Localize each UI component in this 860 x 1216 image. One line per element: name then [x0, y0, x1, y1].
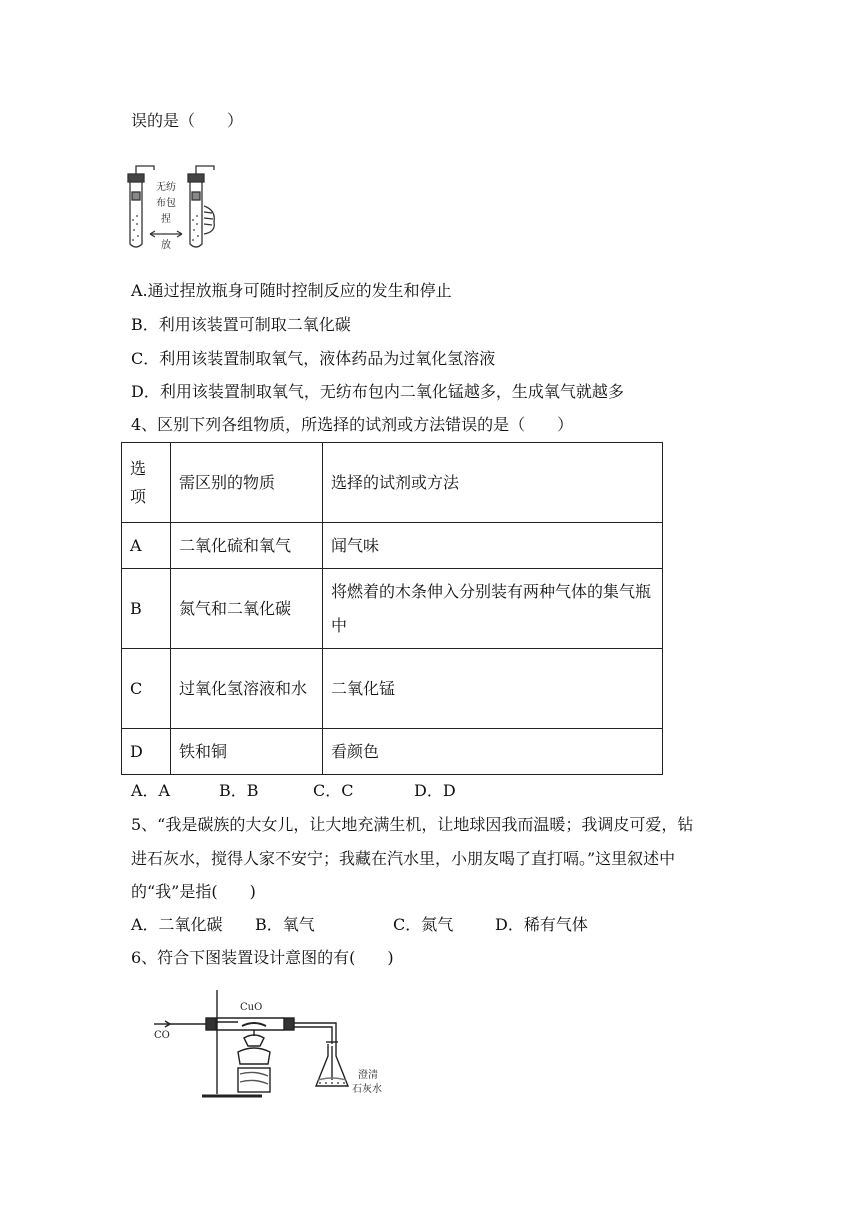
table-row: [122, 443, 663, 523]
table-row: [122, 569, 663, 649]
q4-option-b: B．B: [219, 781, 259, 800]
table-cell: B: [122, 569, 171, 649]
q4-option-d: D．D: [414, 781, 456, 800]
q4-option-a: A．A: [131, 781, 171, 800]
q3-fig-label-1: 无纺: [156, 182, 176, 193]
q5-option-c: C．氮气: [393, 915, 454, 934]
q3-option-a: A.通过捏放瓶身可随时控制反应的发生和停止: [131, 281, 452, 300]
q4-stem: 4、区别下列各组物质，所选择的试剂或方法错误的是（ ）: [131, 415, 574, 434]
table-row: [122, 729, 663, 775]
q6-fig-label-limewater-2: 石灰水: [352, 1084, 382, 1095]
q3-option-c: C．利用该装置制取氧气，液体药品为过氧化氢溶液: [131, 349, 496, 368]
table-row: [122, 649, 663, 729]
table-row: [122, 523, 663, 569]
q3-stem-tail: 误的是（ ）: [131, 111, 244, 130]
q6-apparatus-figure: [150, 986, 410, 1108]
q5-stem-line-3: 的“我”是指( ): [131, 882, 256, 901]
q4-options: [131, 781, 456, 801]
table-header-cell: 选择的试剂或方法: [323, 443, 663, 523]
q4-option-c: C．C: [313, 781, 354, 800]
q5-option-b: B．氧气: [255, 915, 315, 934]
table-cell: [171, 649, 323, 729]
table-cell: 铁和铜: [171, 729, 323, 775]
q5-option-a: A．二氧化碳: [131, 915, 223, 934]
table-cell: 氮气和二氧化碳: [171, 569, 323, 649]
q3-apparatus-figure: [124, 160, 220, 252]
table-cell: C: [122, 649, 171, 729]
q5-option-d: D．稀有气体: [495, 915, 588, 934]
q3-fig-label-4: 放: [161, 240, 171, 251]
table-cell: D: [122, 729, 171, 775]
q6-fig-label-cuo: CuO: [240, 1002, 263, 1013]
table-cell: 二氧化硫和氧气: [171, 523, 323, 569]
q3-fig-label-2: 布包: [156, 198, 176, 209]
table-cell: 二氧化锰: [323, 649, 663, 729]
table-cell: 看颜色: [323, 729, 663, 775]
q3-option-d: D．利用该装置制取氧气，无纺布包内二氧化锰越多，生成氧气就越多: [131, 382, 624, 401]
table-cell: [323, 569, 663, 649]
q3-fig-label-3: 捏: [161, 214, 171, 225]
q4-table: [121, 442, 663, 775]
q6-stem: 6、符合下图装置设计意图的有( ): [131, 948, 394, 967]
header-option-label: 选项: [130, 458, 147, 506]
q3-option-b: B．利用该装置可制取二氧化碳: [131, 315, 351, 334]
table-cell-text: 过氧化氢溶液和水: [179, 678, 308, 698]
table-cell: 闻气味: [323, 523, 663, 569]
q6-fig-label-limewater-1: 澄清: [358, 1070, 378, 1081]
q6-fig-label-co: CO: [154, 1030, 170, 1041]
table-cell-text: 将燃着的木条伸入分别装有两种气体的集气瓶中: [331, 581, 652, 635]
q5-stem-line-1: 5、“我是碳族的大女儿，让大地充满生机，让地球因我而温暖；我调皮可爱，钻: [131, 815, 694, 834]
table-header-cell: 需区别的物质: [171, 443, 323, 523]
q5-options: [131, 915, 588, 935]
table-cell: A: [122, 523, 171, 569]
table-header-cell: [122, 443, 171, 523]
q5-stem-line-2: 进石灰水，搅得人家不安宁；我藏在汽水里，小朋友喝了直打嗝。”这里叙述中: [131, 849, 676, 868]
